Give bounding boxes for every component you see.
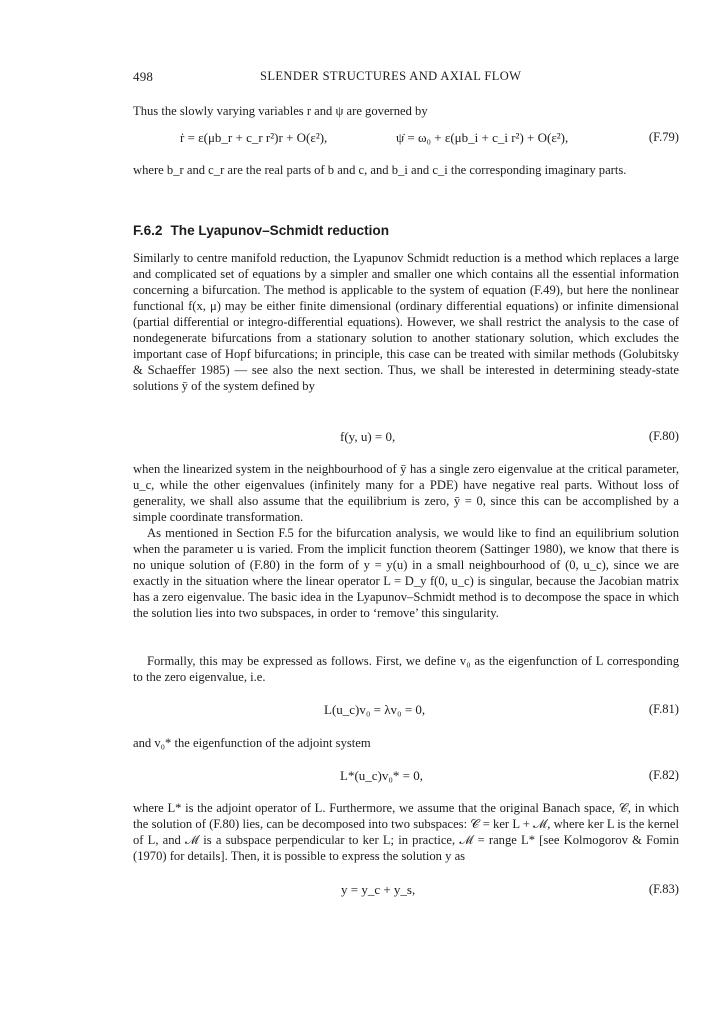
section-heading	[133, 223, 389, 238]
equation-f79-lhs: ṙ = ε(μb_r + c_r r²)r + O(ε²),	[180, 130, 328, 145]
equation-number-f80: (F.80)	[648, 429, 679, 443]
paragraph-linearized: when the linearized system in the neighbourhood of ȳ has a single zero eigenvalue at the critical parameter, u_c, while the other eigenvalues (infinitely many for a PDE) have negative real parts. Without loss of generality, we shall also assume that the equilibrium is zero, ȳ = 0, since this can be accomplished by a simple coordinate transformation.	[133, 462, 679, 524]
section-title: The Lyapunov–Schmidt reduction	[170, 223, 390, 238]
page-number: 498	[133, 69, 154, 84]
equation-number-f82: (F.82)	[648, 768, 679, 782]
equation-f79-rhs: ψ̇ = ω₀ + ε(μb_i + c_i r²) + O(ε²),	[396, 130, 569, 145]
equation-f82: L*(u_c)v₀* = 0,	[340, 768, 423, 783]
paragraph-formally: Formally, this may be expressed as follows. First, we define v₀ as the eigenfunction of L corresponding to the zero eigenvalue, i.e.	[133, 654, 679, 684]
paragraph-lyapunov-intro: Similarly to centre manifold reduction, the Lyapunov Schmidt reduction is a method which replaces a large and complicated set of equations by a simpler and smaller one which contains all the essential information concerning a bifurcation. The method is applicable to the system of equation (F.49), but here the nonlinear functional f(x, μ) may be either finite dimensional (ordinary differential equations) or infinite dimensional (partial differential or integro-differential equations). However, we shall restrict the analysis to the case of nondegenerate bifurcations from a stationary solution to another stationary solution, which excludes the important case of Hopf bifurcations; in principle, this case can be treated with similar methods (Golubitsky & Schaeffer 1985) — see also the next section. Thus, we shall be interested in determining steady-state solutions ȳ of the system defined by	[133, 251, 679, 393]
paragraph-banach-space: where L* is the adjoint operator of L. Furthermore, we assume that the original Banach space, 𝒞, in which the solution of (F.80) lies, can be decomposed into two subspaces: 𝒞 = ker L + ℳ, where ker L is the kernel of L, and ℳ is a subspace perpendicular to ker L; in practice, ℳ = range L* [see Kolmogorov & Fomin (1970) for details]. Then, it is possible to express the solution y as	[133, 801, 679, 863]
equation-number-f79: (F.79)	[648, 130, 679, 144]
running-title: SLENDER STRUCTURES AND AXIAL FLOW	[260, 69, 522, 83]
equation-number-f81: (F.81)	[648, 702, 679, 716]
paragraph-adjoint: and v₀* the eigenfunction of the adjoint system	[133, 736, 371, 750]
paragraph-after-f79: where b_r and c_r are the real parts of b and c, and b_i and c_i the corresponding imaginary parts.	[133, 163, 627, 177]
paragraph-implicit-function: As mentioned in Section F.5 for the bifurcation analysis, we would like to find an equilibrium solution when the parameter u is varied. From the implicit function theorem (Sattinger 1980), we know that there is no unique solution of (F.80) in the form of y = y(u) in a small neighbourhood of (0, u_c), since we are exactly in the situation where the linear operator L = D_y f(0, u_c) is singular, because the Jacobian matrix has a zero eigenvalue. The basic idea in the Lyapunov–Schmidt method is to decompose the space in which the solution lies into two subspaces, in order to ‘remove’ this singularity.	[133, 526, 679, 620]
intro-line: Thus the slowly varying variables r and ψ are governed by	[133, 104, 428, 118]
equation-number-f83: (F.83)	[648, 882, 679, 896]
section-number: F.6.2	[133, 223, 163, 238]
equation-f80: f(y, u) = 0,	[340, 429, 396, 444]
equation-f83: y = y_c + y_s,	[341, 882, 416, 897]
equation-f81: L(u_c)v₀ = λv₀ = 0,	[324, 702, 426, 717]
